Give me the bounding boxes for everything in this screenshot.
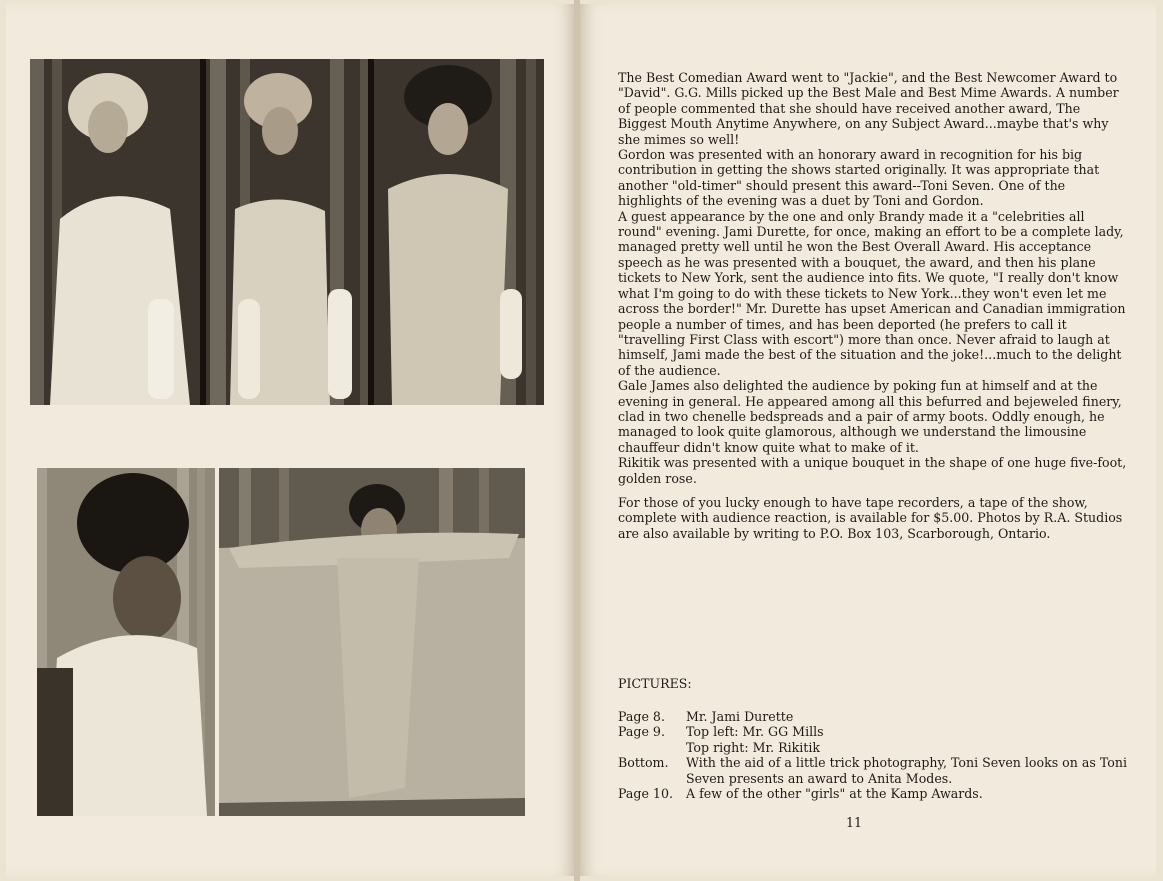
paragraph: A guest appearance by the one and only Brandy made it a "celebrities all round" evening. Jami Durette, for once, making an effort to be a complete lady, managed pretty well until he won the Best Overall Award. His acceptance speech as he was presented with a bouquet, the award, and then his plane tickets to New York, sent the audience into fits. We quote, "I really don't know what I'm going to do with these tickets to New York...they won't even let me across the border!" Mr. Durette has upset American and Canadian immigration people a number of times, and has been deported (he prefers to call it "travelling First Class with escort") more than once. Never afraid to laugh at himself, Jami made the best of the situation and the joke!...much to the delight of the audience. [618, 208, 1126, 378]
caption-text: With the aid of a little trick photography, Toni Seven looks on as Toni Seven presents an award to Anita Modes. [686, 755, 1127, 786]
paragraph: The Best Comedian Award went to "Jackie", and the Best Newcomer Award to "David". G.G. Mills picked up the Best Male and Best Mime Awards. A number of people commented that she should have received another award, The Biggest Mouth Anytime Anywhere, on any Subject Award...maybe that's why she mimes so well! [618, 70, 1119, 147]
caption-row [618, 709, 1138, 724]
photo-bottom-left [37, 468, 215, 816]
caption-row [618, 786, 1138, 801]
photo-top [30, 59, 544, 405]
caption-row [618, 740, 1138, 755]
paragraph: Gale James also delighted the audience by poking fun at himself and at the evening in general. He appeared among all this befurred and bejeweled finery, clad in two chenelle bedspreads and a pair of army boots. Oddly enough, he managed to look quite glamorous, although we understand the limousine chauffeur didn't know quite what to make of it. [618, 378, 1122, 455]
caption-row [618, 755, 1138, 786]
caption-label [618, 740, 686, 755]
caption-text: Top left: Mr. GG Mills [686, 724, 824, 740]
picture-captions [618, 709, 1138, 801]
caption-label: Bottom. [618, 755, 669, 771]
paragraph: For those of you lucky enough to have tape recorders, a tape of the show, complete with audience reaction, is available for $5.00. Photos by R.A. Studios are also available by writing to P.O. Box 103, Scarborough, Ontario. [618, 494, 1123, 541]
paragraph: Rikitik was presented with a unique bouquet in the shape of one huge five-foot, golden rose. [618, 455, 1127, 486]
caption-label: Page 9. [618, 724, 665, 740]
caption-row [618, 724, 1138, 739]
pictures-heading: PICTURES: [618, 676, 692, 691]
caption-label: Page 10. [618, 786, 673, 802]
caption-text: A few of the other "girls" at the Kamp Awards. [686, 786, 983, 802]
paragraph: Gordon was presented with an honorary award in recognition for his big contribution in getting the shows started originally. It was appropriate that another "old-timer" should present this award--Toni Seven. One of the highlights of the evening was a duet by Toni and Gordon. [618, 147, 1100, 209]
page-number: 11 [846, 815, 863, 830]
photo-bottom-right [219, 468, 525, 816]
article-text [618, 70, 1128, 541]
caption-label: Page 8. [618, 709, 665, 724]
caption-text: Mr. Jami Durette [686, 709, 794, 724]
caption-text: Top right: Mr. Rikitik [686, 739, 821, 755]
